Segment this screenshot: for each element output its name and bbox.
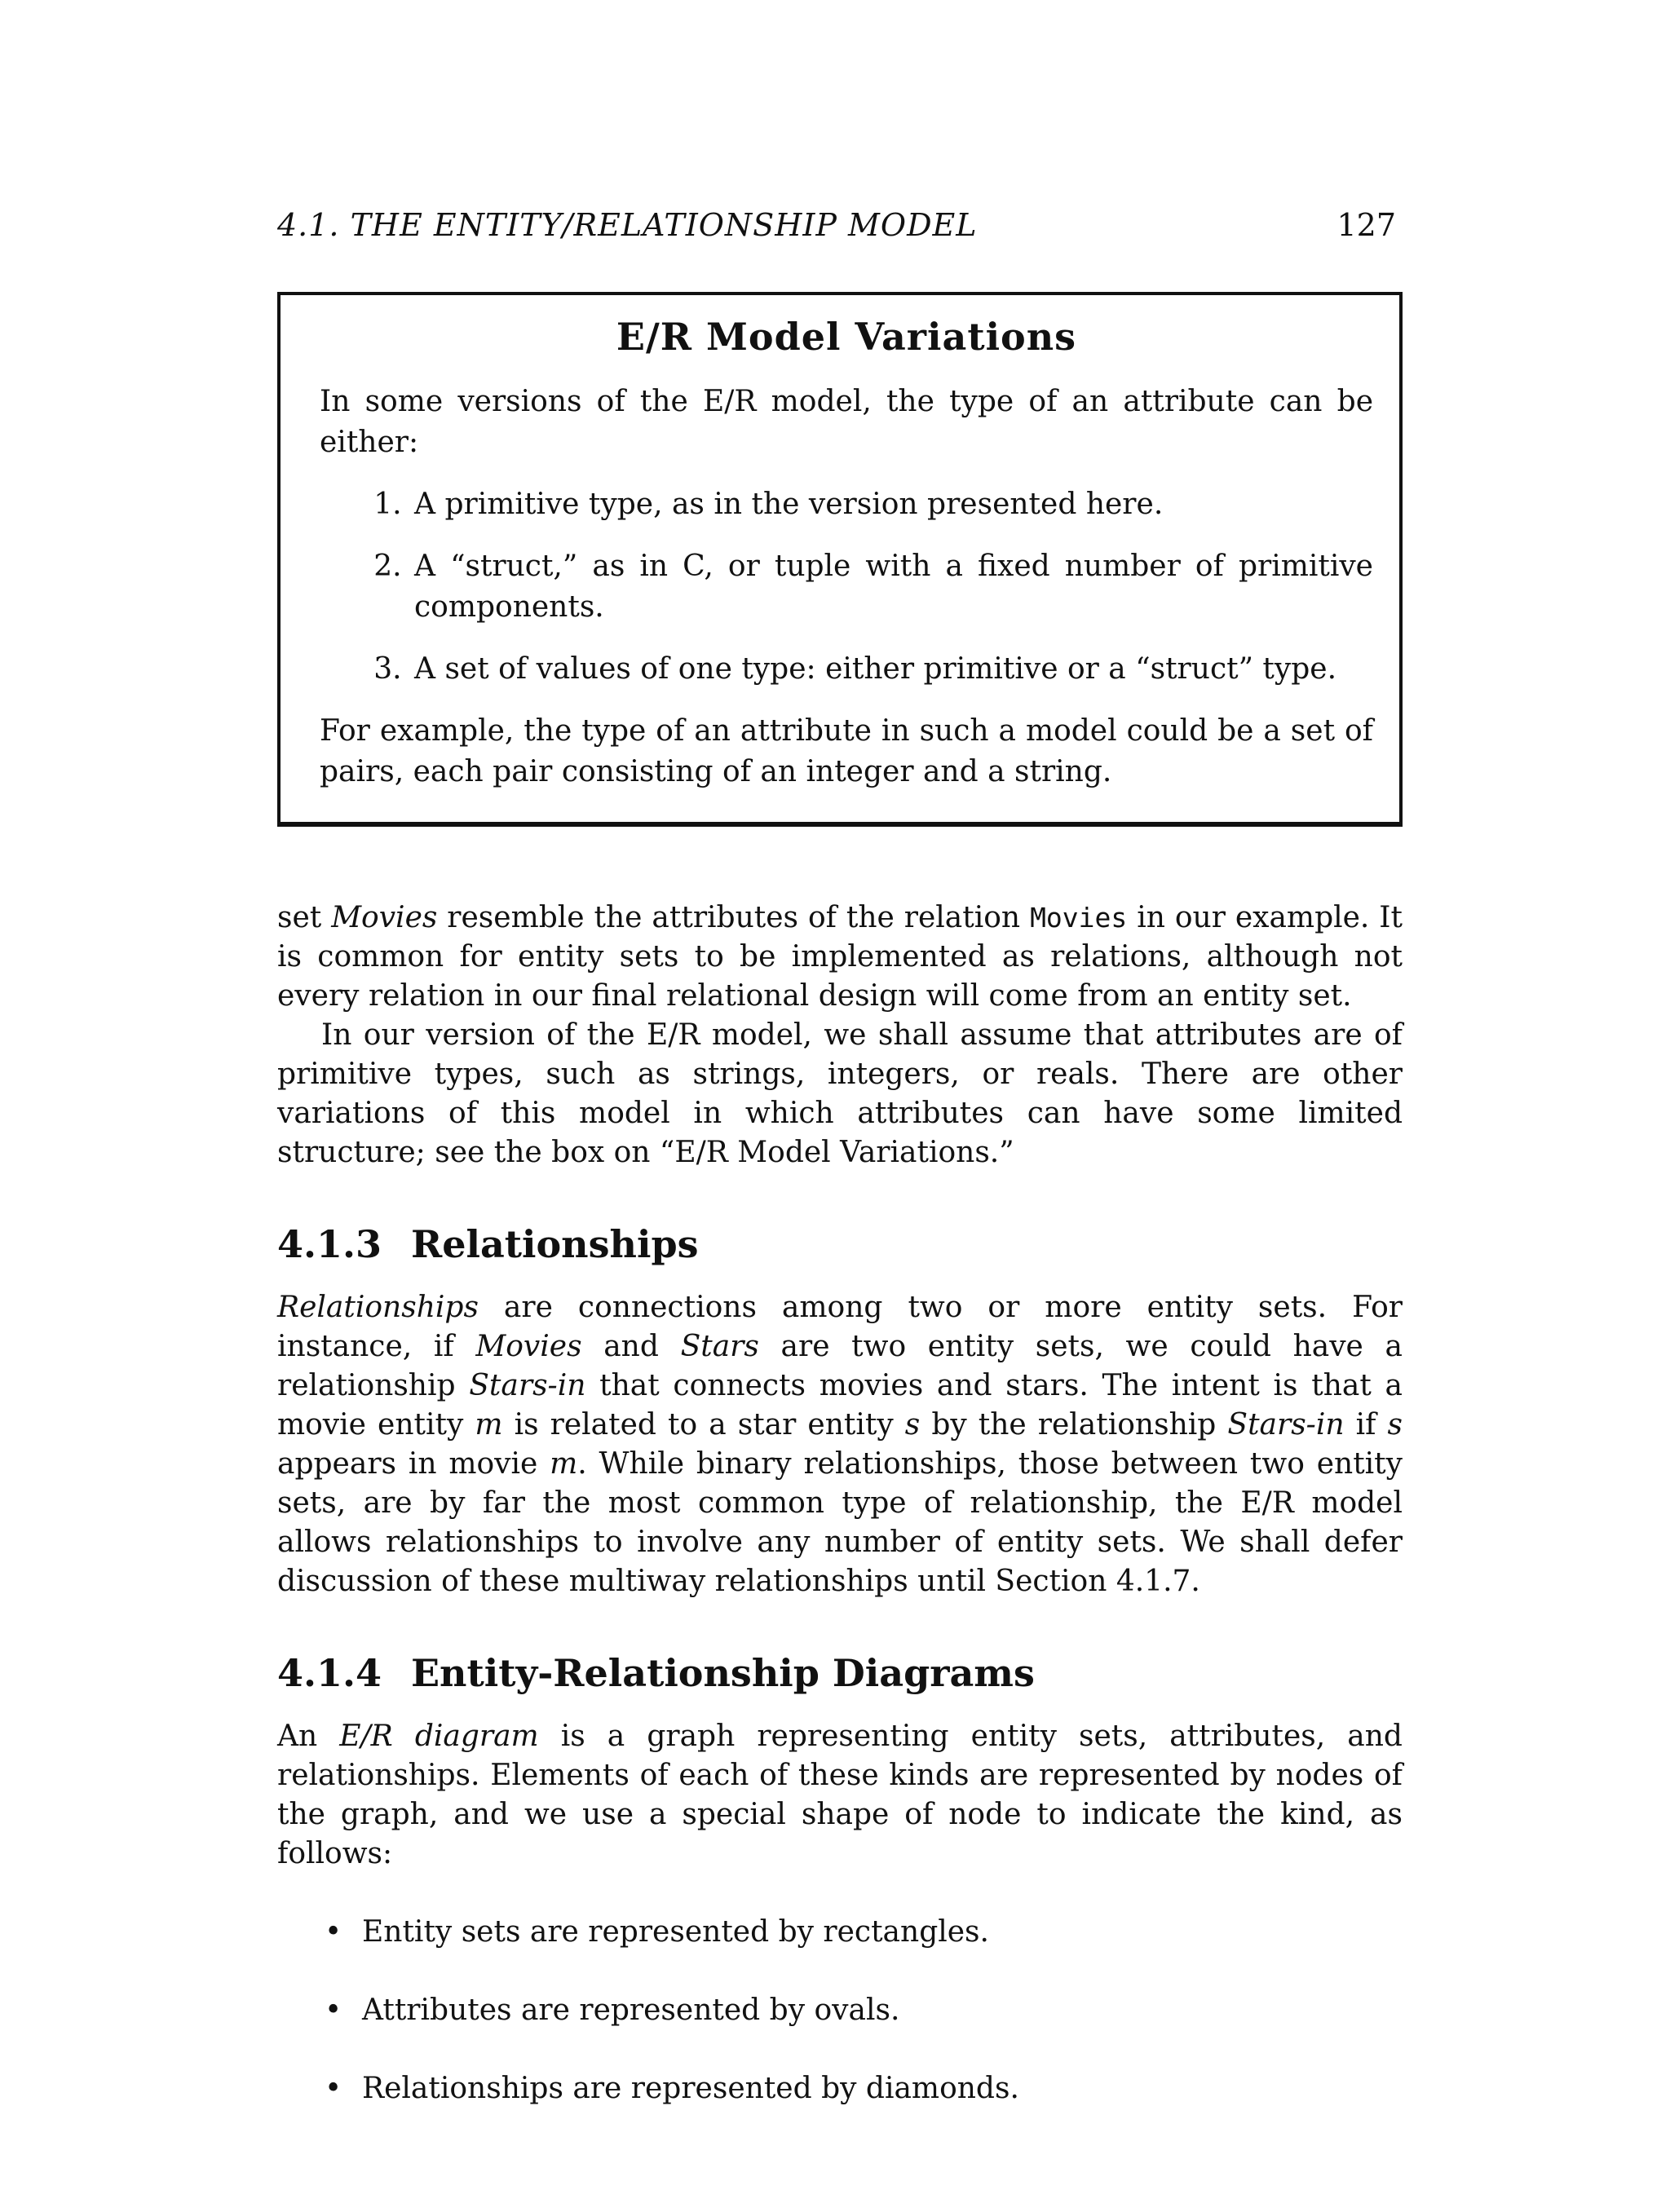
section-number: 4.1.3 [277,1222,382,1266]
box-closing: For example, the type of an attribute in such a model could be a set of pairs, each pair consisting of an integer and a string. [320,714,1373,788]
text-run: is related to a star entity [502,1408,905,1442]
section-title: Relationships [411,1222,699,1266]
italic-term: Stars-in [1227,1408,1345,1442]
bullet-icon: • [325,2072,342,2105]
text-run: are connections among two or more entity sets. For instance, if [277,1291,1403,1363]
text-run: and [581,1330,681,1363]
bullet-icon: • [325,1915,342,1949]
box-intro: In some versions of the E/R model, the type of an attribute can be either: [320,385,1373,459]
text-run: are two entity sets, we could have a relationship [277,1330,1403,1402]
running-head-title: 4.1. THE ENTITY/RELATIONSHIP MODEL [277,207,978,243]
text-run: by the relationship [920,1408,1228,1442]
paragraph-er-diagram [277,1717,1403,1874]
text-run: An [277,1720,340,1753]
list-item [325,1991,1403,2030]
italic-term: s [904,1408,921,1442]
italic-term: Movies [331,901,438,934]
section-heading-er-diagrams [277,1653,1403,1693]
page-number: 127 [1336,207,1396,243]
section-title: Entity-Relationship Diagrams [411,1651,1035,1695]
body-text [277,898,1403,2108]
italic-term: m [475,1408,503,1442]
text-run: set [277,901,332,934]
text-run: if [1344,1408,1388,1442]
list-item-text: Entity sets are represented by rectangles. [362,1915,989,1949]
section-heading-relationships [277,1222,1403,1266]
italic-term: Stars-in [469,1369,586,1402]
text-run: resemble the attributes of the relation [437,901,1031,934]
list-item [325,1913,1403,1952]
node-kinds-list [277,1913,1403,2108]
text-run: in our example. It is common for entity sets to be implemented as relations, although not every relation in our final relational design will come from an entity set. [277,901,1403,1013]
list-item-text: Attributes are represented by ovals. [362,1993,900,2027]
italic-term: Relationships [277,1291,479,1324]
box-title: E/R Model Variations [616,315,1077,359]
bullet-icon: • [325,1993,342,2027]
box-list-item: 3. A set of values of one type: either primitive or a “struct” type. [411,649,1373,690]
section-number: 4.1.4 [277,1651,382,1695]
italic-term: E/R diagram [339,1720,539,1753]
paragraph-primitive-types: In our version of the E/R model, we shall assume that attributes are of primitive types, such as strings, integers, or reals. There are other variations of this model in which attributes can have some limited structure; see the box on “E/R Model Variations.” [277,1018,1403,1169]
code-term: Movies [1030,902,1128,934]
list-item-text: Relationships are represented by diamonds. [362,2072,1019,2105]
paragraph-relationships [277,1288,1403,1601]
running-head [277,196,1403,253]
list-item [325,2069,1403,2108]
italic-term: s [1387,1408,1403,1442]
box-numbered-list [320,484,1373,690]
box-list-item: 1. A primitive type, as in the version presented here. [411,484,1373,525]
italic-term: Stars [680,1330,759,1363]
italic-term: m [550,1447,578,1481]
sidebar-box-er-model-variations [277,292,1403,827]
text-run: . While binary relationships, those between two entity sets, are by far the most common type of relationship, the E/R model allows relationships to involve any number of entity sets. We shall defer discussion of these multiway relationships until Section 4.1.7. [277,1447,1403,1598]
italic-term: Movies [475,1330,582,1363]
paragraph-entity-sets-relations [277,898,1403,1016]
book-page [277,196,1403,2148]
text-run: is a graph representing entity sets, attributes, and relationships. Elements of each of these kinds are represented by nodes of the graph, and we use a special shape of node to indicate the kind, as follows: [277,1720,1403,1870]
text-run: appears in movie [277,1447,550,1481]
text-run: that connects movies and stars. The intent is that a movie entity [277,1369,1403,1442]
box-list-item: 2. A “struct,” as in C, or tuple with a fixed number of primitive components. [411,546,1373,628]
